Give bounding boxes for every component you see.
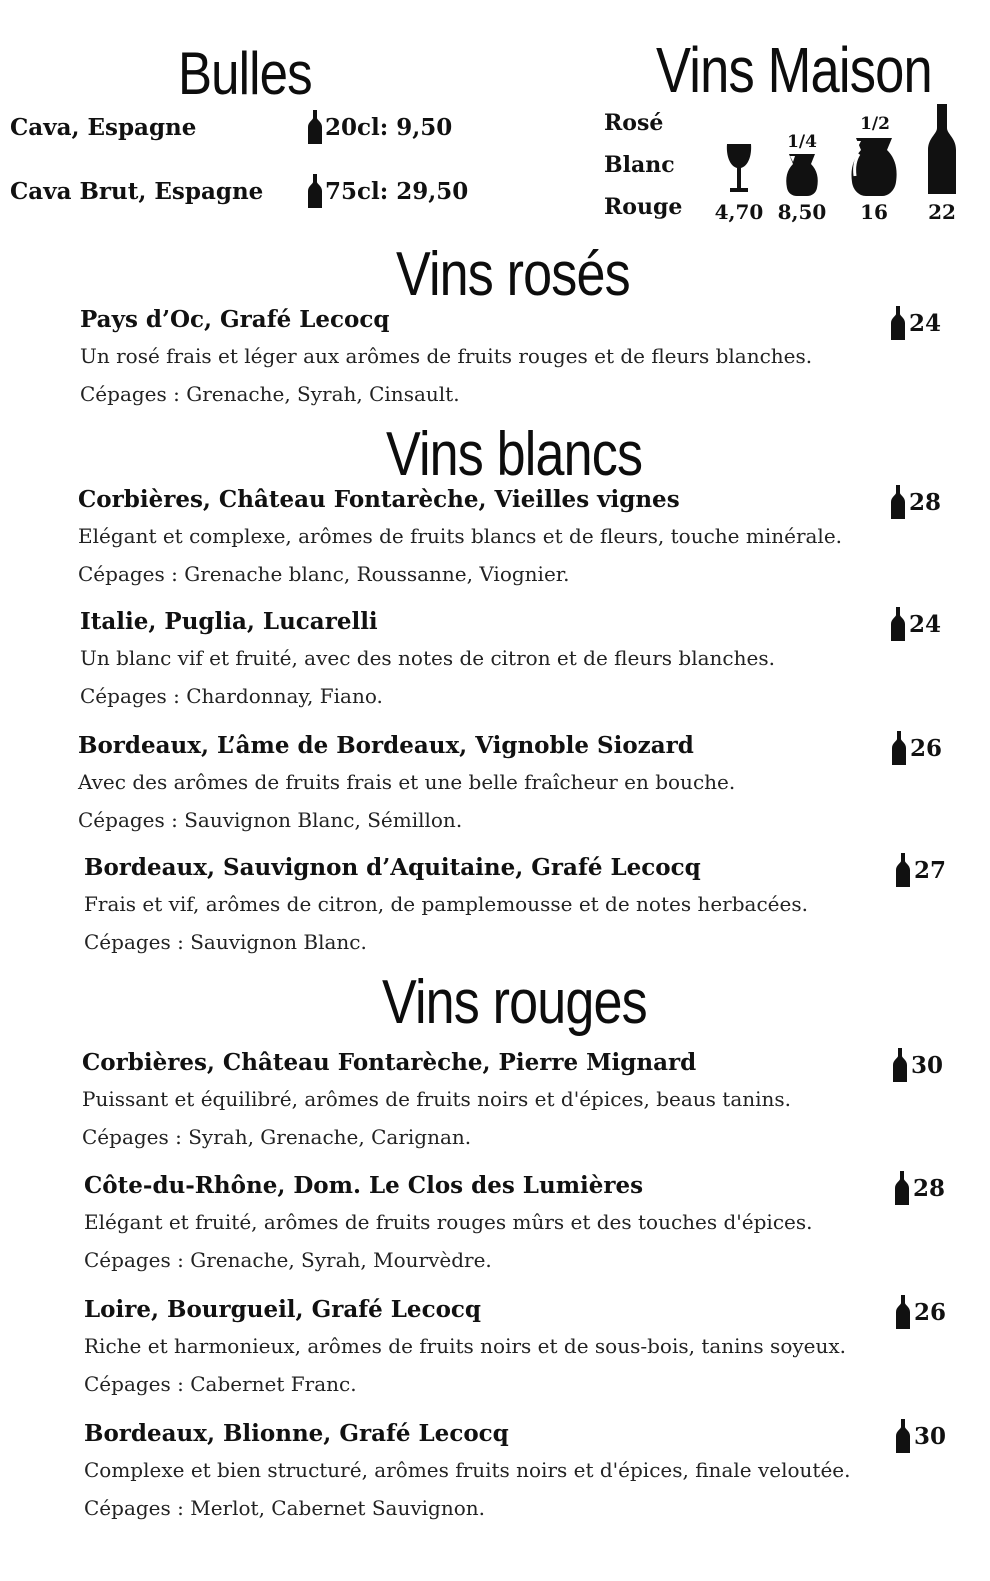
- wine-price-value: 27: [914, 856, 947, 884]
- wine-description: Complexe et bien structuré, arômes fruits noirs et d'épices, finale veloutée.: [84, 1458, 851, 1482]
- wine-grapes: Cépages : Grenache, Syrah, Mourvèdre.: [84, 1248, 492, 1272]
- bottle-icon: [891, 485, 905, 519]
- bottle-icon: [892, 731, 906, 765]
- wine-name: Bordeaux, Blionne, Grafé Lecocq: [84, 1420, 509, 1447]
- wine-grapes: Cépages : Syrah, Grenache, Carignan.: [82, 1125, 472, 1149]
- wine-description: Riche et harmonieux, arômes de fruits noirs et de sous-bois, tanins soyeux.: [84, 1334, 847, 1358]
- bottle-icon: [895, 1171, 909, 1205]
- wine-price: [891, 306, 941, 340]
- wine-price: [891, 485, 941, 519]
- wine-description: Frais et vif, arômes de citron, de pamplemousse et de notes herbacées.: [84, 892, 808, 916]
- wine-price: [896, 1419, 946, 1453]
- maison-title: Vins Maison: [656, 34, 932, 106]
- maison-price-quarter: 8,50: [777, 200, 827, 224]
- wine-price-value: 24: [909, 610, 942, 638]
- wine-name: Italie, Puglia, Lucarelli: [80, 608, 378, 635]
- bulle-price-label: 20cl: 9,50: [325, 113, 453, 141]
- wine-description: Elégant et complexe, arômes de fruits blancs et de fleurs, touche minérale.: [78, 524, 843, 548]
- maison-fraction-quarter: 1/4: [787, 132, 817, 152]
- wine-price-value: 26: [914, 1298, 947, 1326]
- bottle-icon: [893, 1048, 907, 1082]
- wine-description: Avec des arômes de fruits frais et une belle fraîcheur en bouche.: [78, 770, 736, 794]
- blancs-title: Vins blancs: [386, 420, 643, 489]
- bottle-icon: [896, 853, 910, 887]
- wine-grapes: Cépages : Merlot, Cabernet Sauvignon.: [84, 1496, 485, 1520]
- wine-price: [892, 731, 942, 765]
- roses-title: Vins rosés: [396, 240, 630, 309]
- bottle-icon: [891, 607, 905, 641]
- rouges-title: Vins rouges: [382, 968, 647, 1037]
- wine-price: [891, 607, 941, 641]
- maison-label-blanc: Blanc: [604, 152, 675, 178]
- wine-name: Bordeaux, Sauvignon d’Aquitaine, Grafé Lecocq: [84, 854, 701, 881]
- wine-price-value: 30: [914, 1422, 947, 1450]
- wine-price: [896, 1295, 946, 1329]
- wine-grapes: Cépages : Grenache blanc, Roussanne, Viognier.: [78, 562, 570, 586]
- wine-price: [895, 1171, 945, 1205]
- bottle-icon: [896, 1419, 910, 1453]
- bulle-price: [308, 174, 468, 208]
- bulle-price: [308, 110, 452, 144]
- maison-price-glass: 4,70: [714, 200, 764, 224]
- wine-grapes: Cépages : Cabernet Franc.: [84, 1372, 357, 1396]
- small-carafe-icon: [785, 154, 819, 196]
- wine-name: Loire, Bourgueil, Grafé Lecocq: [84, 1296, 481, 1323]
- wine-price: [893, 1048, 943, 1082]
- wine-price-value: 28: [909, 488, 942, 516]
- wine-description: Elégant et fruité, arômes de fruits rouges mûrs et des touches d'épices.: [84, 1210, 813, 1234]
- maison-fraction-half: 1/2: [860, 114, 890, 134]
- wine-grapes: Cépages : Chardonnay, Fiano.: [80, 684, 383, 708]
- wine-grapes: Cépages : Sauvignon Blanc.: [84, 930, 367, 954]
- maison-label-rose: Rosé: [604, 110, 664, 136]
- wine-description: Un rosé frais et léger aux arômes de fruits rouges et de fleurs blanches.: [80, 344, 813, 368]
- wine-grapes: Cépages : Sauvignon Blanc, Sémillon.: [78, 808, 463, 832]
- wine-description: Un blanc vif et fruité, avec des notes de citron et de fleurs blanches.: [80, 646, 775, 670]
- wine-grapes: Cépages : Grenache, Syrah, Cinsault.: [80, 382, 460, 406]
- bulle-name: Cava Brut, Espagne: [10, 178, 264, 205]
- bottle-icon: [928, 104, 956, 194]
- wine-name: Bordeaux, L’âme de Bordeaux, Vignoble Siozard: [78, 732, 694, 759]
- bulle-name: Cava, Espagne: [10, 114, 197, 141]
- bottle-icon: [308, 174, 322, 208]
- wine-glass-icon: [726, 144, 752, 196]
- wine-price: [896, 853, 946, 887]
- bulle-price-label: 75cl: 29,50: [325, 177, 469, 205]
- large-carafe-icon: [850, 138, 898, 196]
- maison-price-half: 16: [860, 200, 888, 224]
- wine-price-value: 24: [909, 309, 942, 337]
- wine-description: Puissant et équilibré, arômes de fruits noirs et d'épices, beaus tanins.: [82, 1087, 792, 1111]
- wine-name: Corbières, Château Fontarèche, Pierre Mignard: [82, 1049, 697, 1076]
- wine-price-value: 28: [913, 1174, 946, 1202]
- bottle-icon: [896, 1295, 910, 1329]
- maison-label-rouge: Rouge: [604, 194, 683, 220]
- wine-name: Corbières, Château Fontarèche, Vieilles vignes: [78, 486, 680, 513]
- bottle-icon: [308, 110, 322, 144]
- maison-price-bottle: 22: [928, 200, 956, 224]
- wine-price-value: 26: [910, 734, 943, 762]
- wine-name: Pays d’Oc, Grafé Lecocq: [80, 306, 390, 333]
- bottle-icon: [891, 306, 905, 340]
- bulles-title: Bulles: [178, 40, 312, 107]
- wine-price-value: 30: [911, 1051, 944, 1079]
- wine-name: Côte-du-Rhône, Dom. Le Clos des Lumières: [84, 1172, 644, 1199]
